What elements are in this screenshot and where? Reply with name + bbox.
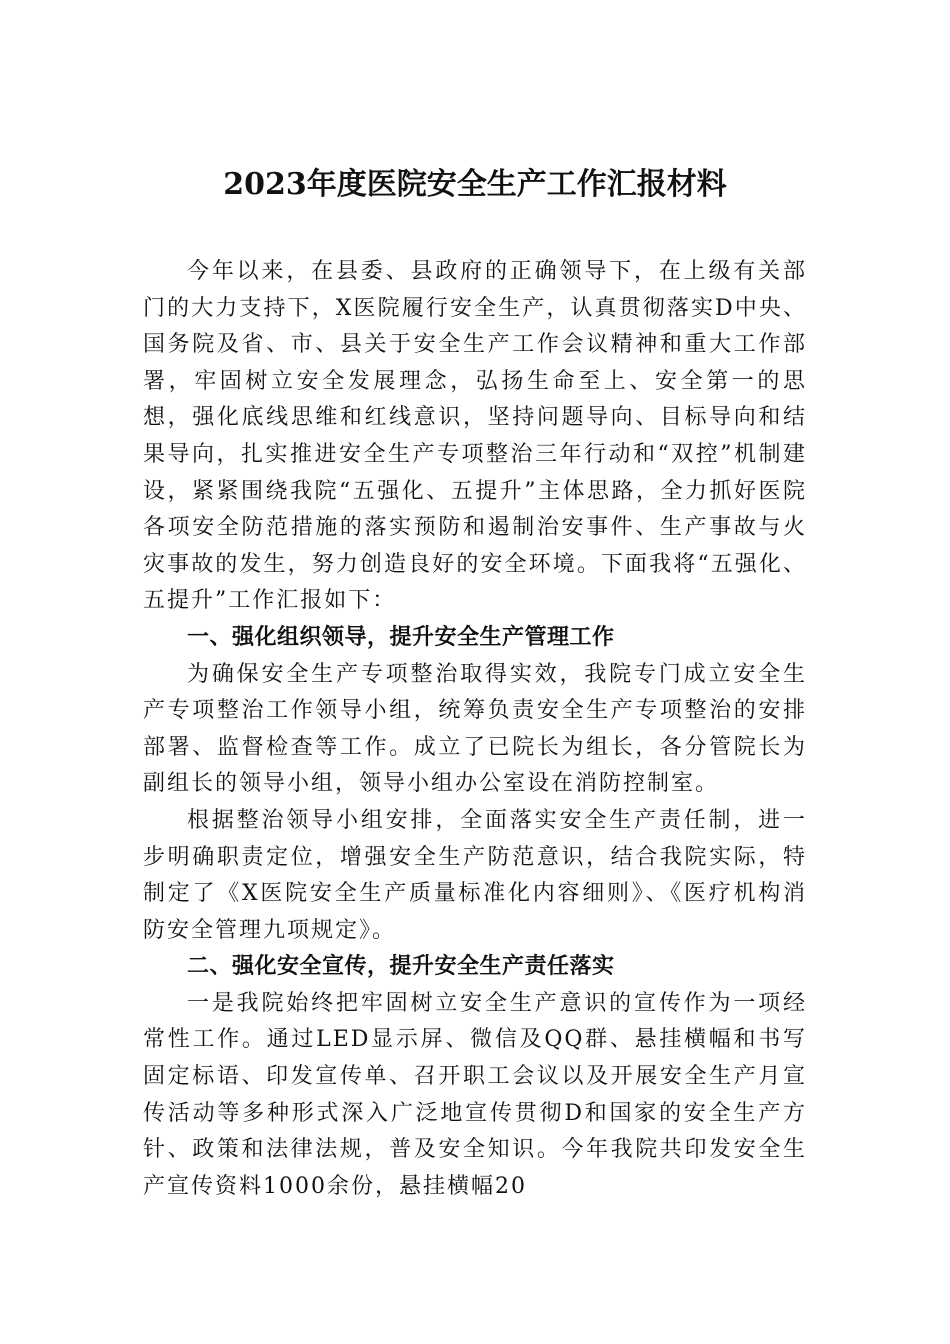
paragraph-section-2a: 一是我院始终把牢固树立安全生产意识的宣传作为一项经常性工作。通过LED显示屏、微信及QQ群、悬挂横幅和书写固定标语、印发宣传单、召开职工会议以及开展安全生产月宣传活动等多种形式深入广泛地宣传贯彻D和国家的安全生产方针、政策和法律法规，普及安全知识。今年我院共印发安全生产宣传资料1000余份，悬挂横幅20 — [143, 990, 808, 1199]
paragraph-intro: 今年以来，在县委、县政府的正确领导下，在上级有关部门的大力支持下，X医院履行安全生产，认真贯彻落实D中央、国务院及省、市、县关于安全生产工作会议精神和重大工作部署，牢固树立安全发展理念，弘扬生命至上、安全第一的思想，强化底线思维和红线意识，坚持问题导向、目标导向和结果导向，扎实推进安全生产专项整治三年行动和“双控”机制建设，紧紧围绕我院“五强化、五提升”主体思路，全力抓好医院各项安全防范措施的落实预防和遏制治安事件、生产事故与火灾事故的发生，努力创造良好的安全环境。下面我将“五强化、五提升”工作汇报如下： — [143, 259, 807, 614]
section-heading-1: 一、强化组织领导，提升安全生产管理工作 — [187, 624, 615, 650]
document-body — [143, 254, 807, 1205]
document-title: 2023年度医院安全生产工作汇报材料 — [223, 167, 727, 202]
paragraph-section-1b: 根据整治领导小组安排，全面落实安全生产责任制，进一步明确职责定位，增强安全生产防范意识，结合我院实际，特制定了《X医院安全生产质量标准化内容细则》、《医疗机构消防安全管理九项规定》。 — [143, 807, 807, 943]
section-heading-2: 二、强化安全宣传，提升安全生产责任落实 — [187, 954, 615, 980]
paragraph-section-1a: 为确保安全生产专项整治取得实效，我院专门成立安全生产专项整治工作领导小组，统筹负责安全生产专项整治的安排部署、监督检查等工作。成立了已院长为组长，各分管院长为副组长的领导小组，领导小组办公室设在消防控制室。 — [143, 661, 807, 797]
